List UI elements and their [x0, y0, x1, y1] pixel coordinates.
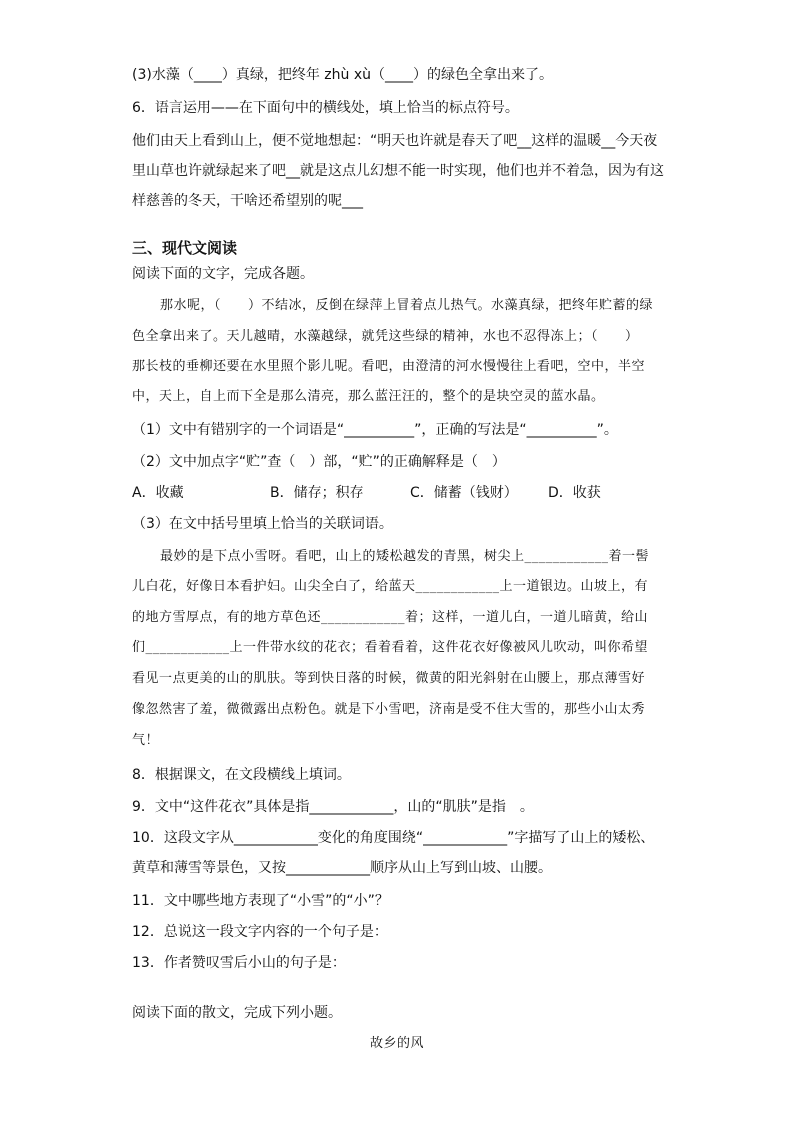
reading-passage-line: 那水呢，（ ）不结冰，反倒在绿萍上冒着点儿热气。水藻真绿，把终年贮蓄的绿: [160, 298, 654, 313]
question-2: （2）文中加点字“贮”查（ ）部，“贮”的正确解释是（ ）: [132, 454, 506, 470]
passage-line: 他们由天上看到山上，便不觉地想起：“明天也许就是春天了吧__这样的温暖__今天夜: [132, 133, 658, 149]
reading-passage-line: 像忽然害了羞，微微露出点粉色。就是下小雪吧，济南是受不住大雪的，那些小山太秀: [132, 702, 646, 717]
instruction: 阅读下面的文字，完成各题。: [132, 266, 314, 282]
reading-passage-line: 色全拿出来了。天儿越晴，水藻越绿，就凭这些绿的精神，水也不忍得冻上；（ ）: [132, 329, 639, 344]
question-6: 6．语言运用——在下面句中的横线处，填上恰当的标点符号。: [132, 100, 519, 116]
reading-passage-line: 看见一点更美的山的肌肤。等到快日落的时候，微黄的阳光斜射在山腰上，那点薄雪好: [132, 671, 646, 686]
option-d: D．收获: [548, 485, 601, 501]
question-13: 13．作者赞叹雪后小山的句子是：: [132, 955, 346, 971]
instruction: 阅读下面的散文，完成下列小题。: [132, 1005, 342, 1021]
reading-passage-line: 那长枝的垂柳还要在水里照个影儿呢。看吧，由澄清的河水慢慢往上看吧，空中，半空: [132, 359, 646, 374]
reading-passage-line: 的地方雪厚点，有的地方草色还____________着；这样，一道儿白，一道儿暗黄，给山: [132, 610, 649, 625]
question-10-cont: 黄草和薄雪等景色，又按____________顺序从山上写到山坡、山腰。: [132, 860, 552, 876]
question-12: 12．总说这一段文字内容的一个句子是：: [132, 924, 388, 940]
reading-passage-line: 儿白花，好像日本看护妇。山尖全白了，给蓝天____________上一道银边。山坡上，有: [132, 579, 649, 594]
reading-passage-line: 们____________上一件带水纹的花衣；看着看着，这件花衣好像被风儿吹动，叫你希望: [132, 640, 649, 655]
question-8: 8．根据课文，在文段横线上填词。: [132, 767, 351, 783]
question-10: 10．这段文字从____________变化的角度围绕“____________”字描写了山上的矮松、: [132, 830, 655, 846]
reading-passage-line: 气！: [132, 733, 160, 748]
option-a: A．收藏: [132, 485, 184, 501]
section-heading: 三、现代文阅读: [132, 239, 238, 257]
option-c: C．储蓄（钱财）: [410, 485, 518, 501]
question-9: 9．文中“这件花衣”具体是指____________，山的“肌肤”是指 。: [132, 799, 534, 815]
option-b: B．储存；积存: [270, 485, 364, 501]
question-3: （3）在文中括号里填上恰当的关联词语。: [132, 516, 393, 532]
question-1: （1）文中有错别字的一个词语是“__________”，正确的写法是“__________”。: [132, 422, 618, 438]
question-11: 11．文中哪些地方表现了“小雪”的“小”？: [132, 893, 389, 909]
essay-title: 故乡的风: [369, 1036, 424, 1051]
passage-line: 样慈善的冬天，干啥还希望别的呢___: [132, 193, 363, 209]
reading-passage-line: 中，天上，自上而下全是那么清亮，那么蓝汪汪的，整个的是块空灵的蓝水晶。: [132, 389, 605, 404]
question-line: (3)水藻（____）真绿，把终年 zhù xù（____）的绿色全拿出来了。: [132, 67, 553, 83]
passage-line: 里山草也许就绿起来了吧__就是这点儿幻想不能一时实现，他们也并不着急，因为有这: [132, 163, 664, 179]
reading-passage-line: 最妙的是下点小雪呀。看吧，山上的矮松越发的青黑，树尖上____________着一髻: [160, 549, 650, 564]
